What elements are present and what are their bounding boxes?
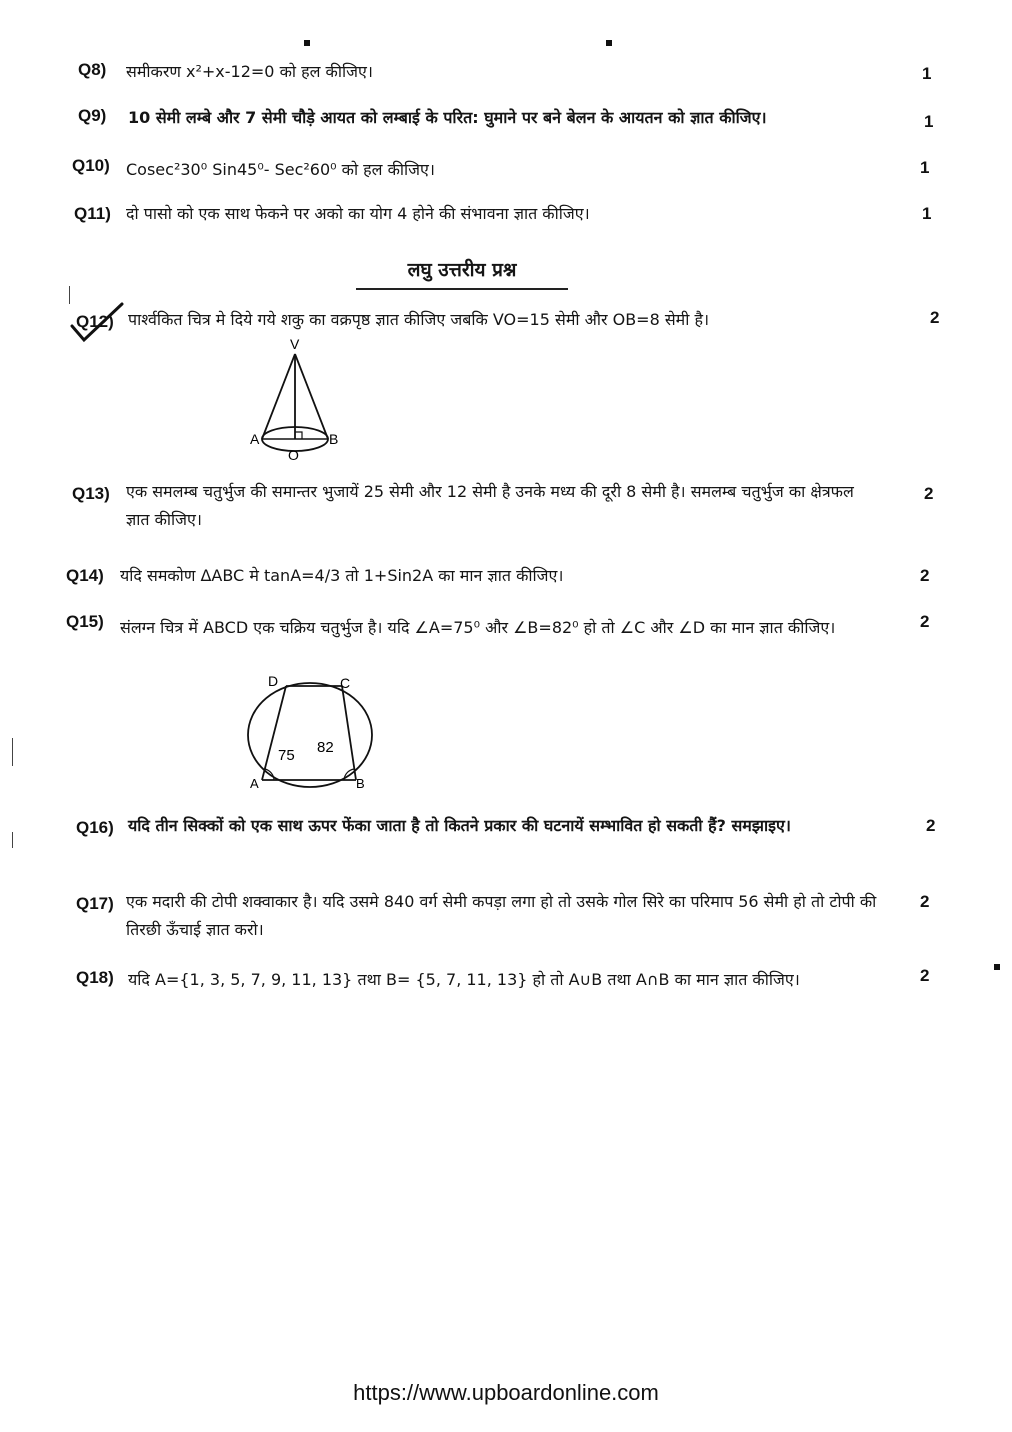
cone-figure [240, 336, 360, 466]
question-text: पार्श्वकित चित्र मे दिये गये शकु का वक्रपृष्ठ ज्ञात कीजिए जबकि VO=15 सेमी और OB=8 सेमी है। [128, 310, 710, 329]
check-mark-icon [68, 300, 128, 344]
question-number: Q10) [72, 156, 110, 175]
cyclic-label-d: D [268, 673, 279, 689]
question-marks: 2 [920, 612, 930, 631]
question-marks: 1 [922, 204, 932, 223]
question-number: Q13) [72, 484, 110, 503]
scan-dot [606, 40, 612, 46]
question-number: Q12) [76, 312, 114, 331]
section-heading: लघु उत्तरीय प्रश्न [356, 256, 568, 290]
cyclic-angle-a: 75 [278, 747, 295, 764]
question-marks: 2 [920, 892, 930, 911]
question-text: समीकरण x²+x-12=0 को हल कीजिए। [126, 62, 373, 81]
cone-label-o: O [288, 447, 299, 463]
scan-dot [304, 40, 310, 46]
question-text: यदि तीन सिक्कों को एक साथ ऊपर फेंका जाता है तो कितने प्रकार की घटनायें सम्भावित हो सकती हैं? समझाइए। [128, 816, 791, 835]
scan-line [12, 738, 13, 766]
question-text: यदि समकोण ΔABC मे tanA=4/3 तो 1+Sin2A का मान ज्ञात कीजिए। [120, 566, 564, 585]
question-text: संलग्न चित्र में ABCD एक चक्रिय चतुर्भुज है। यदि ∠A=75⁰ और ∠B=82⁰ हो तो ∠C और ∠D का मान ज्ञात कीजिए। [120, 618, 836, 637]
scan-dot [994, 964, 1000, 970]
question-marks: 1 [924, 112, 934, 131]
cyclic-quadrilateral-figure [240, 672, 380, 792]
question-number: Q18) [76, 968, 114, 987]
footer-url: https://www.upboardonline.com [353, 1380, 659, 1405]
question-text: दो पासो को एक साथ फेकने पर अको का योग 4 होने की संभावना ज्ञात कीजिए। [126, 204, 590, 223]
question-marks: 2 [920, 966, 930, 985]
cone-label-b: B [329, 431, 339, 447]
question-number: Q15) [66, 612, 104, 631]
question-number: Q8) [78, 60, 107, 79]
question-number: Q11) [74, 204, 111, 223]
cyclic-label-a: A [250, 776, 259, 791]
question-number: Q14) [66, 566, 104, 585]
question-marks: 2 [920, 566, 930, 585]
question-text: एक समलम्ब चतुर्भुज की समान्तर भुजायें 25 सेमी और 12 सेमी है उनके मध्य की दूरी 8 सेमी है। समलम्ब चतुर्भुज का क्षेत्रफल ज्ञात कीजिए। [126, 482, 854, 529]
cone-label-v: V [290, 336, 300, 352]
question-text: 10 सेमी लम्बे और 7 सेमी चौड़े आयत को लम्बाई के परित: घुमाने पर बने बेलन के आयतन को ज्ञात कीजिए। [128, 108, 767, 127]
question-text: एक मदारी की टोपी शक्वाकार है। यदि उसमे 840 वर्ग सेमी कपड़ा लगा हो तो उसके गोल सिरे का परिमाप 56 सेमी हो तो टोपी की तिरछी ऊँचाई ज्ञात करो। [126, 892, 877, 939]
question-marks: 1 [922, 64, 932, 83]
question-marks: 2 [924, 484, 934, 503]
question-marks: 1 [920, 158, 930, 177]
cone-label-a: A [250, 431, 260, 447]
cyclic-label-c: C [340, 675, 351, 691]
question-text: यदि A={1, 3, 5, 7, 9, 11, 13} तथा B= {5, 7, 11, 13} हो तो A∪B तथा A∩B का मान ज्ञात कीजिए। [128, 970, 800, 989]
question-number: Q16) [76, 818, 114, 837]
question-number: Q17) [76, 894, 114, 913]
question-marks: 2 [926, 816, 936, 835]
question-number: Q9) [78, 106, 107, 125]
question-marks: 2 [930, 308, 940, 327]
cyclic-angle-b: 82 [317, 739, 334, 756]
question-text: Cosec²30⁰ Sin45⁰- Sec²60⁰ को हल कीजिए। [126, 160, 435, 179]
cyclic-label-b: B [356, 776, 365, 791]
scan-line [12, 832, 13, 848]
